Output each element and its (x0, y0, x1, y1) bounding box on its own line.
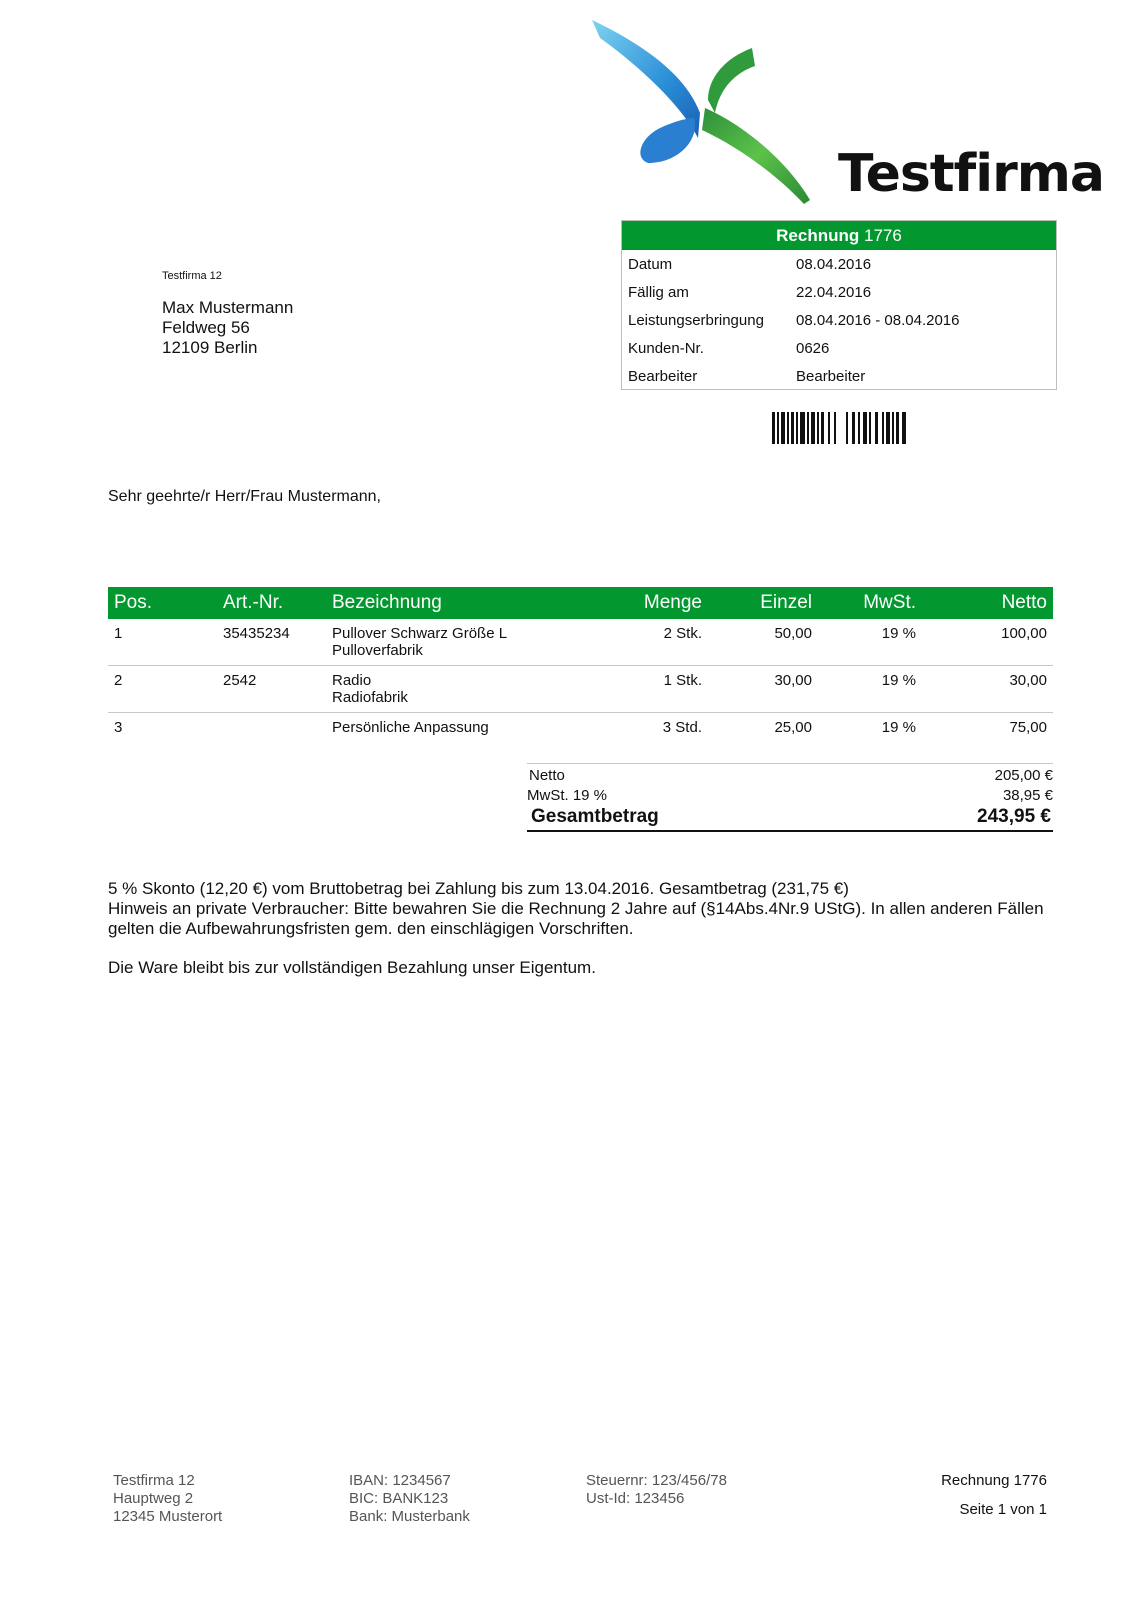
footer-page-number: Seite 1 von 1 (959, 1501, 1047, 1518)
info-value-service: 08.04.2016 - 08.04.2016 (796, 312, 960, 329)
col-header-unit: Einzel (708, 587, 818, 619)
info-value-clerk: Bearbeiter (796, 368, 866, 385)
cell-unit: 50,00 (708, 619, 818, 666)
invoice-number: 1776 (864, 226, 902, 245)
items-header-row (108, 587, 1053, 619)
cell-qty: 3 Std. (662, 719, 702, 736)
cell-vat: 19 % (881, 719, 916, 736)
table-row (108, 666, 1053, 713)
footer-company-street: Hauptweg 2 (113, 1490, 194, 1507)
cell-unit: 25,00 (774, 719, 812, 736)
table-row (108, 619, 1053, 666)
cell-art (217, 713, 326, 743)
col-header-qty: Menge (541, 587, 708, 619)
net-value: 205,00 € (994, 767, 1053, 784)
item-manufacturer: Radiofabrik (332, 689, 408, 706)
col-header-name: Bezeichnung (326, 587, 541, 619)
hint-line-1: Hinweis an private Verbraucher: Bitte bewahren Sie die Rechnung 2 Jahre auf (§14Abs.4Nr.9 UStG). In allen anderen Fällen (108, 899, 1044, 918)
grand-total-label: Gesamtbetrag (531, 806, 659, 827)
footer-invoice-ref: Rechnung 1776 (941, 1472, 1047, 1489)
item-name: Radio (332, 672, 372, 689)
footer-tax (586, 1472, 727, 1508)
totals-vat-row (527, 784, 1053, 804)
cell-art: 35435234 (217, 619, 326, 666)
cell-pos: 3 (114, 719, 123, 736)
greeting: Sehr geehrte/r Herr/Frau Mustermann, (108, 488, 381, 505)
recipient-city: 12109 Berlin (162, 338, 258, 357)
recipient-name: Max Mustermann (162, 298, 294, 317)
info-label-customer: Kunden-Nr. (628, 340, 704, 357)
footer-bic: BIC: BANK123 (349, 1490, 449, 1507)
col-header-art: Art.-Nr. (217, 587, 326, 619)
hint-line-2: gelten die Aufbewahrungsfristen gem. den einschlägigen Vorschriften. (108, 919, 634, 938)
cell-net: 100,00 (922, 619, 1053, 666)
grand-total-value: 243,95 € (977, 806, 1051, 827)
cell-qty: 1 Stk. (541, 666, 708, 713)
info-label-service: Leistungserbringung (628, 312, 764, 329)
cell-vat: 19 % (818, 666, 922, 713)
vat-value: 38,95 € (1002, 787, 1053, 804)
cell-name (326, 619, 541, 666)
invoice-info-box (621, 220, 1057, 390)
net-label: Netto (529, 767, 565, 784)
table-row (108, 713, 1053, 743)
logo-mark (590, 18, 830, 208)
footer-company-name: Testfirma 12 (113, 1472, 195, 1489)
ownership-note: Die Ware bleibt bis zur vollständigen Bezahlung unser Eigentum. (108, 958, 596, 977)
footer-company (113, 1472, 222, 1526)
footer-bank (349, 1472, 470, 1526)
cell-vat: 19 % (818, 619, 922, 666)
items-table (108, 587, 1053, 742)
cell-qty: 2 Stk. (541, 619, 708, 666)
cell-art: 2542 (217, 666, 326, 713)
footer-company-city: 12345 Musterort (113, 1508, 223, 1525)
logo-wordmark: Testfirma (838, 144, 1105, 204)
col-header-net: Netto (922, 587, 1053, 619)
info-value-customer: 0626 (796, 340, 830, 357)
recipient-street: Feldweg 56 (162, 318, 250, 337)
info-value-due: 22.04.2016 (796, 284, 872, 301)
info-label-date: Datum (628, 256, 673, 273)
barcode (772, 412, 906, 444)
col-header-vat: MwSt. (818, 587, 922, 619)
cell-pos: 2 (108, 666, 217, 713)
totals-grand-row (527, 804, 1053, 832)
info-label-due: Fällig am (628, 284, 689, 301)
sender-line: Testfirma 12 (162, 270, 222, 282)
footer-vat-id: Ust-Id: 123456 (586, 1490, 685, 1507)
vat-label: MwSt. 19 % (527, 787, 608, 804)
cell-name (326, 713, 541, 743)
cell-pos: 1 (108, 619, 217, 666)
info-label-clerk: Bearbeiter (628, 368, 698, 385)
cell-net: 30,00 (922, 666, 1053, 713)
skonto-note: 5 % Skonto (12,20 €) vom Bruttobetrag bei Zahlung bis zum 13.04.2016. Gesamtbetrag (231,75 €) (108, 879, 849, 898)
footer-tax-number: Steuernr: 123/456/78 (586, 1472, 727, 1489)
item-manufacturer: Pulloverfabrik (332, 642, 423, 659)
totals-net-row (527, 764, 1053, 784)
invoice-title (622, 221, 1056, 250)
totals-block (527, 763, 1053, 832)
cell-name (326, 666, 541, 713)
item-name: Persönliche Anpassung (332, 719, 489, 736)
invoice-title-label: Rechnung (776, 226, 860, 245)
info-value-date: 08.04.2016 (796, 256, 872, 273)
footer-iban: IBAN: 1234567 (349, 1472, 451, 1489)
col-header-pos: Pos. (108, 587, 217, 619)
cell-net: 75,00 (1009, 719, 1047, 736)
cell-unit: 30,00 (708, 666, 818, 713)
footer-bank-name: Bank: Musterbank (349, 1508, 470, 1525)
item-name: Pullover Schwarz Größe L (332, 625, 508, 642)
